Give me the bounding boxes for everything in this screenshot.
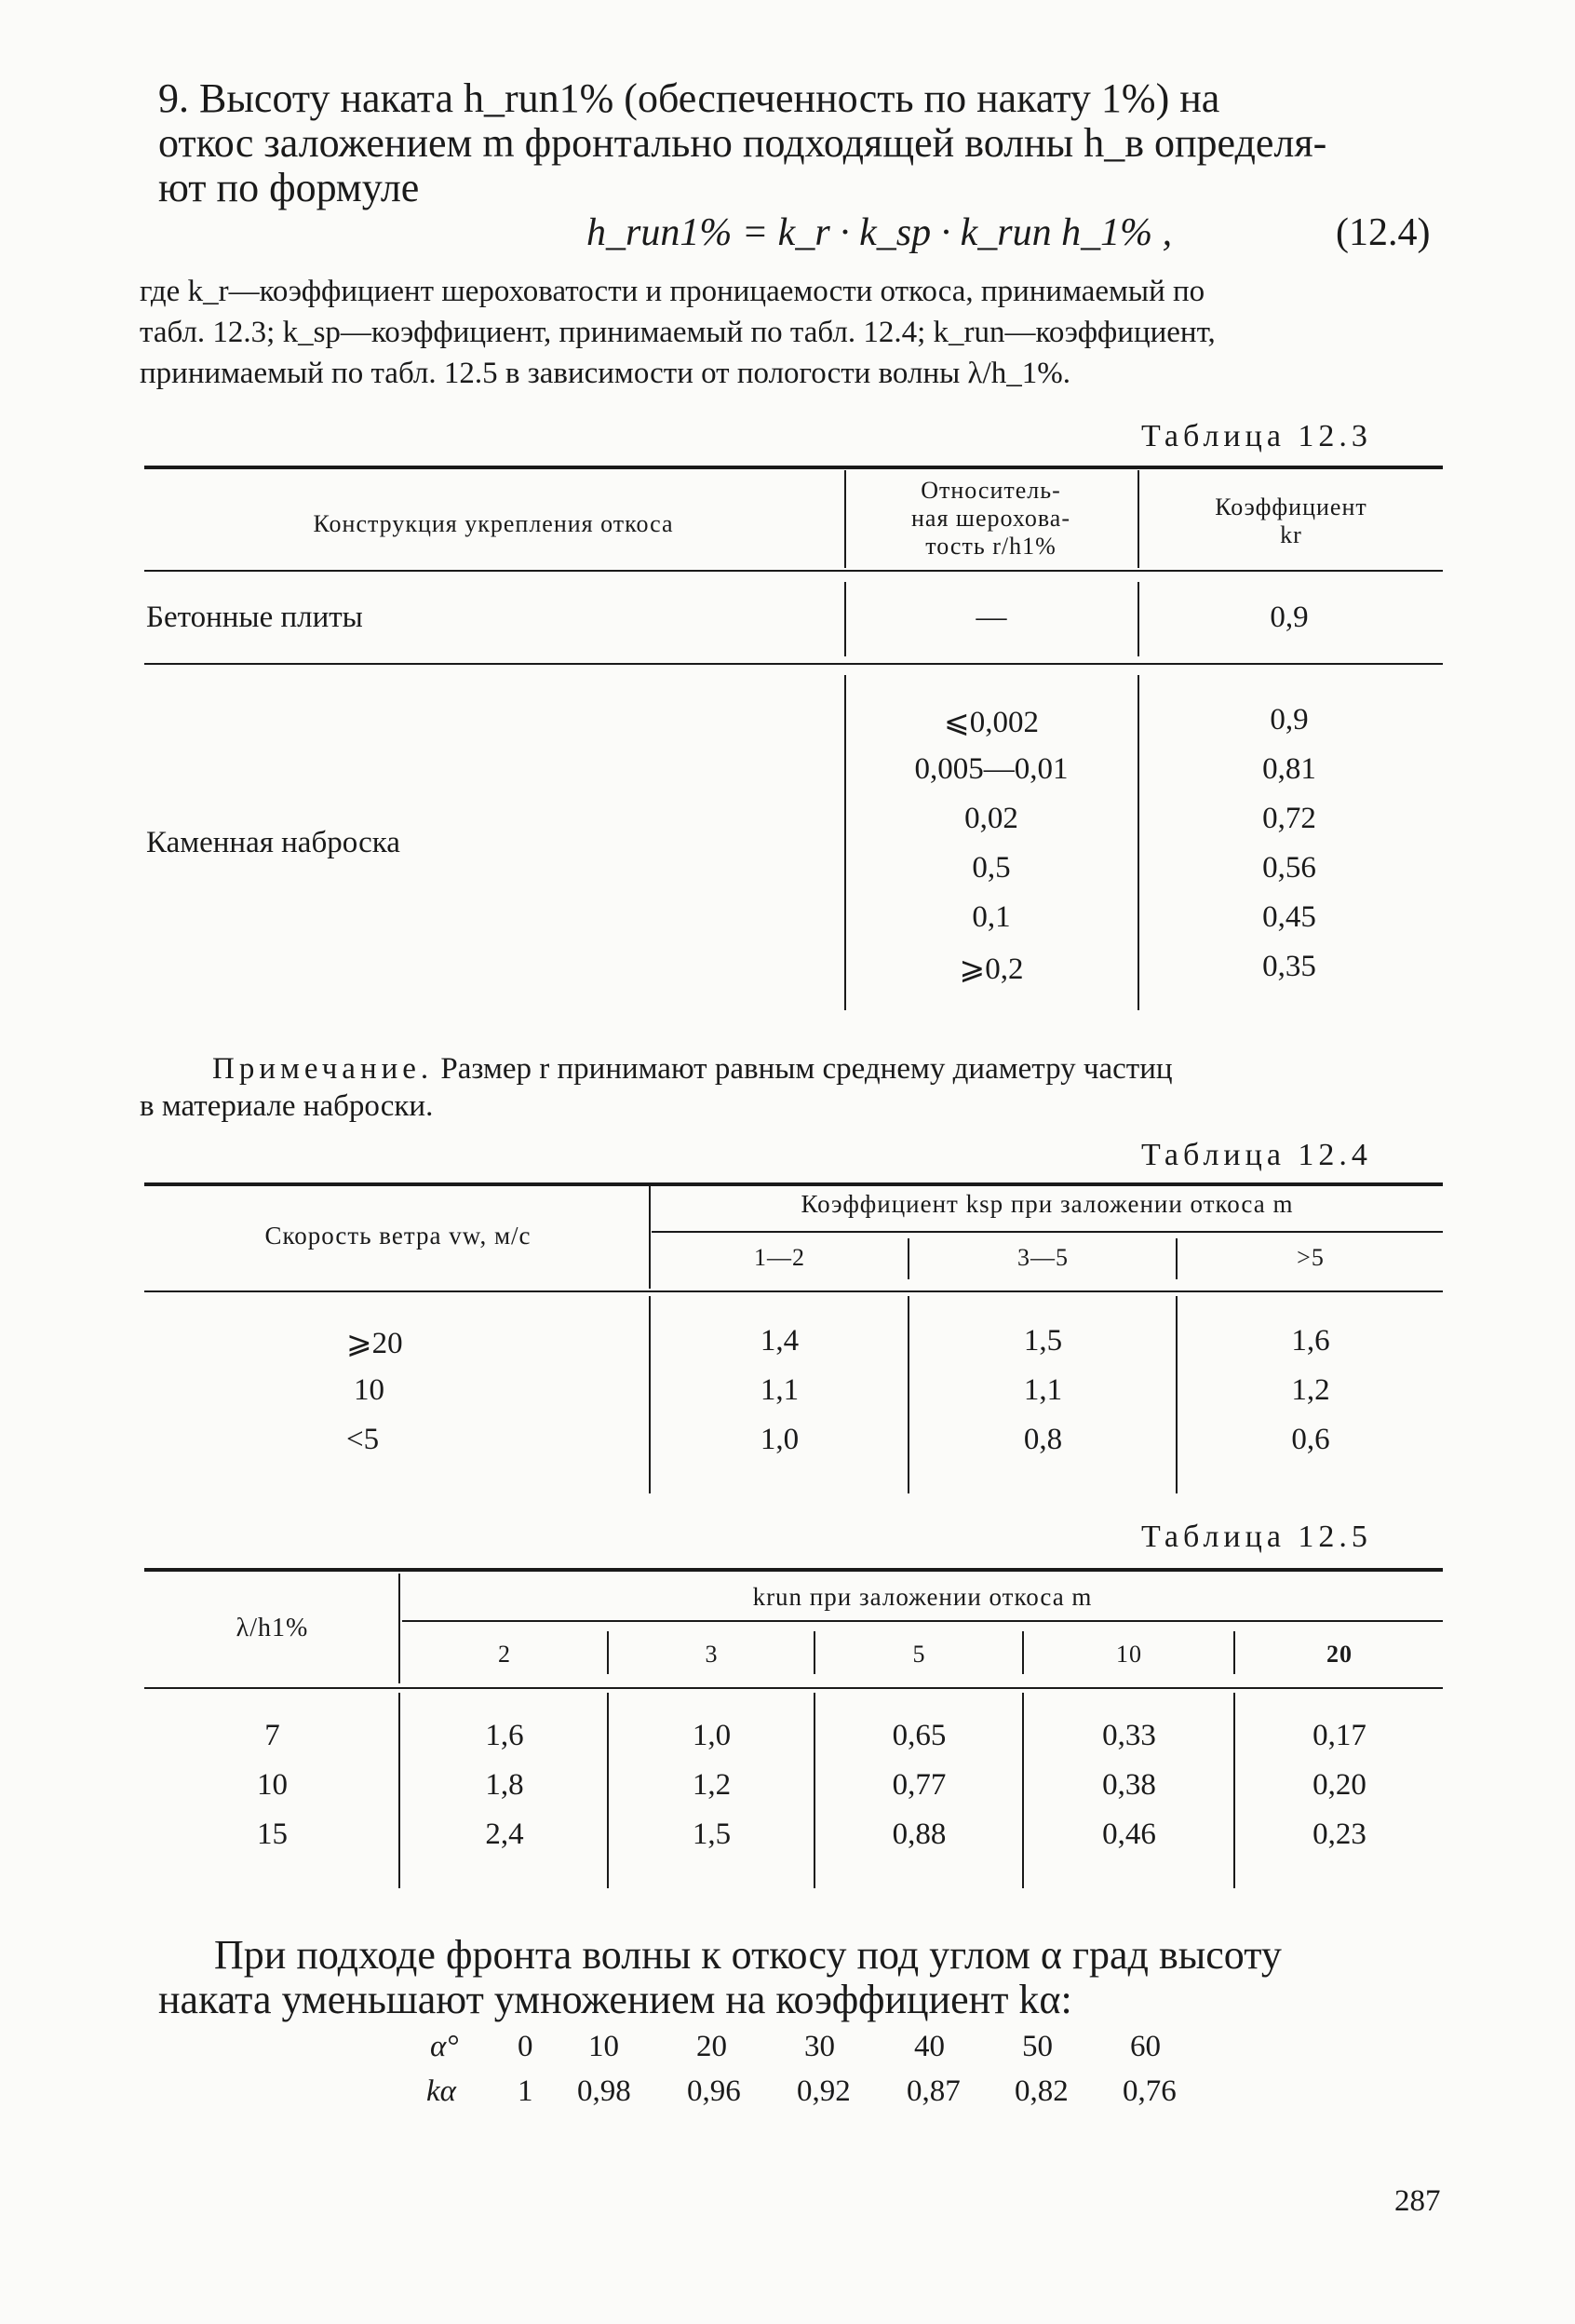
where-line1: где k_r—коэффициент шероховатости и проницаемости откоса, принимаемый по [140, 275, 1205, 308]
table-12-3-coefficient-value: 0,72 [1262, 802, 1316, 835]
where-line2: табл. 12.3; k_sp—коэффициент, принимаемый по табл. 12.4; k_run—коэффициент, [140, 316, 1216, 349]
k-alpha-value: 0,76 [1123, 2074, 1177, 2108]
table-12-5-value: 0,77 [892, 1768, 947, 1802]
table-12-5-header-steepness: λ/h1% [236, 1614, 309, 1642]
k-alpha-value: 0,98 [577, 2074, 631, 2108]
table-12-5-subheader: 5 [912, 1641, 926, 1668]
table-12-5-value: 0,20 [1312, 1768, 1366, 1802]
table-12-3-coefficient-value: 0,35 [1262, 950, 1316, 983]
table-12-4-value: 1,4 [760, 1324, 800, 1358]
table-12-5-subheader: 20 [1326, 1641, 1353, 1668]
para9-line2: откос заложением m фронтально подходящей волны h_в определя- [158, 120, 1327, 166]
table-12-5-value: 0,23 [1312, 1817, 1366, 1851]
note-line2: в материале наброски. [140, 1089, 434, 1123]
table-12-5-value: 1,8 [485, 1768, 524, 1802]
table-12-5-steepness: 15 [257, 1817, 288, 1851]
where-line3: принимаемый по табл. 12.5 в зависимости от пологости волны λ/h_1%. [140, 357, 1070, 390]
table-12-4-subheader: >5 [1297, 1244, 1325, 1271]
table-12-4-subheader: 1—2 [754, 1244, 805, 1271]
table-12-3-row1-roughness: — [976, 601, 1007, 634]
table-12-3-row1-coefficient: 0,9 [1270, 601, 1309, 634]
k-alpha-value: 1 [518, 2074, 533, 2108]
alpha-value: 0 [518, 2030, 533, 2063]
table-12-3-roughness-value: ⩽0,002 [944, 706, 1039, 739]
angle-para-line2: наката уменьшают умножением на коэффициент kα: [158, 1977, 1072, 2022]
table-12-3-roughness-value: 0,5 [972, 851, 1011, 885]
table-12-5-value: 0,88 [892, 1817, 947, 1851]
alpha-value: 40 [914, 2030, 945, 2063]
k-alpha-value: 0,92 [797, 2074, 851, 2108]
alpha-value: 50 [1022, 2030, 1053, 2063]
table-12-3-coefficient-value: 0,56 [1262, 851, 1316, 885]
k-alpha-label: kα [426, 2074, 456, 2108]
table-12-3-row2-name: Каменная наброска [146, 826, 400, 859]
table-12-4-value: 0,8 [1023, 1423, 1063, 1456]
table-12-5-value: 2,4 [485, 1817, 524, 1851]
table-12-3-coefficient-value: 0,81 [1262, 752, 1316, 786]
note-label: Примечание. [212, 1052, 434, 1086]
table-12-3-header-roughness: Относитель- ная шерохова- тость r/h1% [911, 477, 1070, 560]
table-12-4-speed: ⩾20 [346, 1327, 403, 1360]
table-12-4-speed: 10 [354, 1373, 384, 1407]
table-12-5-value: 1,0 [692, 1719, 732, 1752]
table-12-3-coefficient-value: 0,45 [1262, 900, 1316, 934]
table-12-3-header-coefficient: Коэффициент kr [1215, 493, 1367, 548]
alpha-label: α° [430, 2030, 459, 2063]
table-12-4-header-wind-speed: Скорость ветра vw, м/с [264, 1222, 532, 1250]
table-12-5-value: 0,46 [1102, 1817, 1156, 1851]
table-12-5-header-group: krun при заложении откоса m [752, 1583, 1093, 1611]
note-text: Размер r принимают равным среднему диаметру частиц [433, 1052, 1173, 1086]
table-12-5-steepness: 10 [257, 1768, 288, 1802]
table-12-5-value: 1,2 [692, 1768, 732, 1802]
table-12-5-value: 0,33 [1102, 1719, 1156, 1752]
table-12-4-value: 1,6 [1291, 1324, 1330, 1358]
table-12-4-subheader: 3—5 [1017, 1244, 1069, 1271]
k-alpha-value: 0,87 [907, 2074, 961, 2108]
table-12-3-row1-name: Бетонные плиты [146, 601, 363, 634]
para9-line3: ют по формуле [158, 165, 420, 210]
table-12-4-caption: Таблица 12.4 [1141, 1138, 1372, 1172]
table-12-4-value: 1,2 [1291, 1373, 1330, 1407]
table-12-3-roughness-value: 0,1 [972, 900, 1011, 934]
table-12-4-value: 0,6 [1291, 1423, 1330, 1456]
table-12-3-caption: Таблица 12.3 [1141, 419, 1372, 453]
table-12-4-value: 1,1 [1023, 1373, 1063, 1407]
table-12-3-header-construction: Конструкция укрепления откоса [313, 510, 674, 537]
table-12-5-subheader: 10 [1116, 1641, 1142, 1668]
para9-line1: 9. Высоту наката h_run1% (обеспеченность по накату 1%) на [158, 75, 1220, 121]
table-12-5-value: 0,65 [892, 1719, 947, 1752]
formula-number: (12.4) [1336, 211, 1431, 254]
table-12-3-roughness-value: 0,02 [964, 802, 1018, 835]
table-12-5-value: 1,5 [692, 1817, 732, 1851]
table-12-5-steepness: 7 [264, 1719, 280, 1752]
formula: h_run1% = k_r · k_sp · k_run h_1% , [586, 211, 1173, 254]
table-12-5-caption: Таблица 12.5 [1141, 1520, 1372, 1554]
table-12-5-subheader: 3 [705, 1641, 719, 1668]
alpha-value: 10 [588, 2030, 619, 2063]
table-12-3-roughness-value: ⩾0,2 [959, 953, 1024, 986]
table-12-4-value: 1,0 [760, 1423, 800, 1456]
table-12-3-note [212, 1050, 1460, 1088]
page-number: 287 [1394, 2184, 1441, 2218]
alpha-value: 30 [804, 2030, 835, 2063]
table-12-4-speed: <5 [346, 1423, 380, 1456]
angle-para-line1: При подходе фронта волны к откосу под углом α град высоту [214, 1932, 1282, 1978]
table-12-5-value: 0,17 [1312, 1719, 1366, 1752]
table-12-5-value: 0,38 [1102, 1768, 1156, 1802]
k-alpha-value: 0,82 [1015, 2074, 1069, 2108]
table-12-5-subheader: 2 [498, 1641, 511, 1668]
table-12-4-header-group: Коэффициент ksp при заложении откоса m [801, 1190, 1294, 1218]
table-12-4-value: 1,1 [760, 1373, 800, 1407]
table-12-5-value: 1,6 [485, 1719, 524, 1752]
table-12-3-coefficient-value: 0,9 [1270, 703, 1309, 736]
table-12-3-roughness-value: 0,005—0,01 [914, 752, 1069, 786]
k-alpha-value: 0,96 [687, 2074, 741, 2108]
alpha-value: 20 [696, 2030, 727, 2063]
table-12-4-value: 1,5 [1023, 1324, 1063, 1358]
alpha-value: 60 [1130, 2030, 1161, 2063]
